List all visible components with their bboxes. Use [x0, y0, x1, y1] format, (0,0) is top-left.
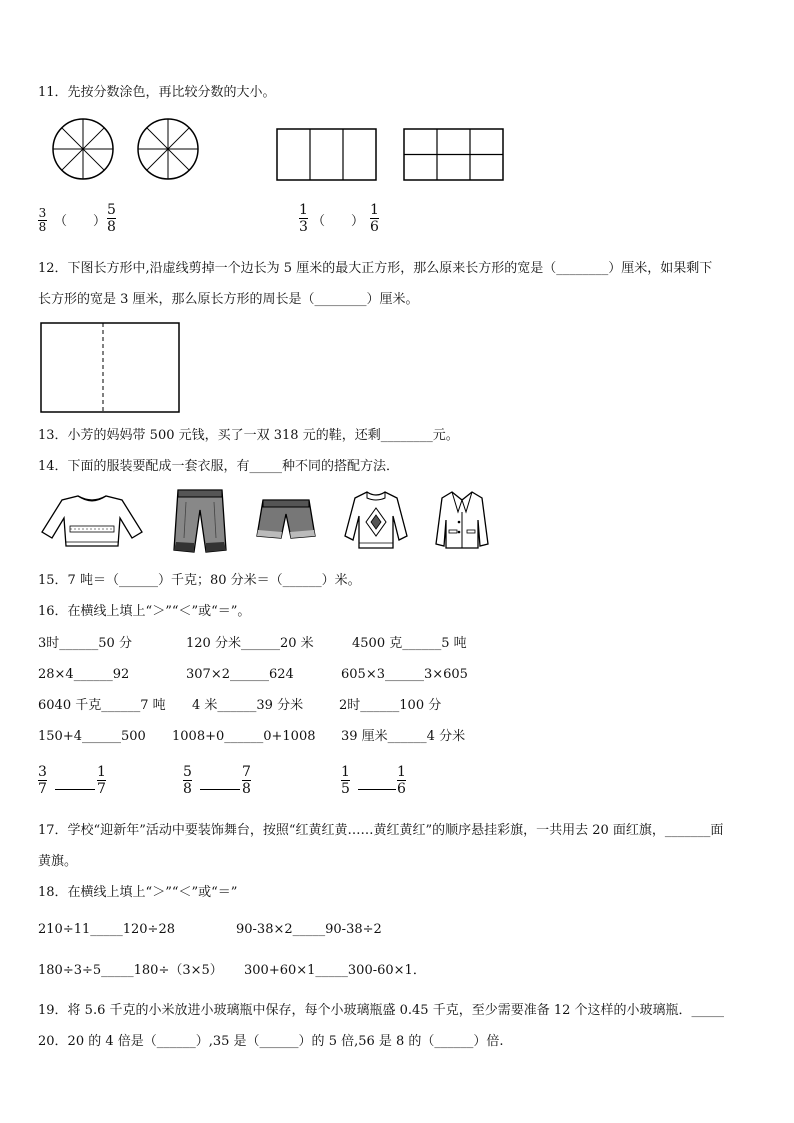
- q16-item[interactable]: 307×2______624: [186, 667, 294, 682]
- q16-item[interactable]: 4500 克______5 吨: [352, 636, 467, 651]
- q20-text: 20．20 的 4 倍是（______）,35 是（______）的 5 倍,56 是 8 的（______）倍.: [38, 1034, 504, 1049]
- q16-item[interactable]: 1008+0______0+1008: [172, 729, 316, 744]
- q16-frac-blank[interactable]: [55, 789, 95, 790]
- fraction-5-8: 5 8: [107, 202, 116, 235]
- fraction-3-7: 3 7: [38, 764, 47, 797]
- q16-item[interactable]: 2时______100 分: [339, 698, 442, 713]
- q16-item[interactable]: 605×3______3×605: [341, 667, 468, 682]
- q18-item[interactable]: 180÷3÷5_____180÷（3×5）: [38, 963, 223, 978]
- fraction-5-8: 5 8: [183, 764, 192, 797]
- rectangle-with-dashed-cut: [40, 322, 181, 414]
- fraction-1-5: 1 5: [341, 764, 350, 797]
- sweater-icon: [40, 492, 145, 550]
- q17-line1: 17．学校“迎新年”活动中要装饰舞台，按照“红黄红黄……黄红黄红”的顺序悬挂彩旗，一共用去 20 面红旗，_______面: [38, 823, 724, 838]
- q11-compare-blank-2[interactable]: （ ）: [312, 214, 365, 229]
- q18-item[interactable]: 90-38×2_____90-38÷2: [236, 922, 382, 937]
- circle-8-parts-left: [50, 118, 118, 180]
- q18-text: 18．在横线上填上“＞”“＜”或“＝”: [38, 885, 238, 900]
- q16-item[interactable]: 150+4______500: [38, 729, 146, 744]
- rect-6-parts: [403, 128, 505, 182]
- q13-text: 13．小芳的妈妈带 500 元钱，买了一双 318 元的鞋，还剩________元。: [38, 428, 459, 443]
- fraction-3-8: 3 8: [38, 206, 47, 234]
- fraction-1-6: 1 6: [370, 202, 379, 235]
- rect-3-parts: [276, 128, 378, 182]
- q16-frac-blank[interactable]: [358, 789, 396, 790]
- q16-item[interactable]: 3时______50 分: [38, 636, 132, 651]
- circle-8-parts-right: [135, 118, 203, 180]
- q14-text: 14．下面的服装要配成一套衣服，有_____种不同的搭配方法．: [38, 459, 400, 474]
- q16-item[interactable]: 4 米______39 分米: [192, 698, 304, 713]
- q16-item[interactable]: 39 厘米______4 分米: [341, 729, 466, 744]
- fraction-7-8: 7 8: [242, 764, 251, 797]
- q18-item[interactable]: 210÷11_____120÷28: [38, 922, 175, 937]
- q11-text: 11．先按分数涂色，再比较分数的大小。: [38, 85, 276, 100]
- fraction-1-3: 1 3: [299, 202, 308, 235]
- jacket-icon: [434, 490, 490, 552]
- q15-text: 15．7 吨＝（______）千克；80 分米＝（______）米。: [38, 573, 361, 588]
- q16-text: 16．在横线上填上“＞”“＜”或“＝”。: [38, 604, 251, 619]
- q11-compare-blank-1[interactable]: （ ）: [54, 214, 107, 229]
- q16-item[interactable]: 6040 千克______7 吨: [38, 698, 166, 713]
- q12-line1: 12．下图长方形中,沿虚线剪掉一个边长为 5 厘米的最大正方形，那么原来长方形的宽是（________）厘米，如果剩下: [38, 261, 713, 276]
- patterned-sweater-icon: [343, 488, 409, 552]
- q16-item[interactable]: 120 分米______20 米: [186, 636, 314, 651]
- q18-item[interactable]: 300+60×1_____300-60×1．: [244, 963, 426, 978]
- q17-line2: 黄旗。: [38, 854, 78, 869]
- q12-line2: 长方形的宽是 3 厘米，那么原长方形的周长是（________）厘米。: [38, 292, 419, 307]
- trousers-icon: [172, 488, 228, 554]
- shorts-icon: [255, 496, 317, 542]
- fraction-1-7: 1 7: [97, 764, 106, 797]
- fraction-1-6: 1 6: [397, 764, 406, 797]
- q19-text: 19．将 5.6 千克的小米放进小玻璃瓶中保存，每个小玻璃瓶盛 0.45 千克，至少需要准备 12 个这样的小玻璃瓶．_____: [38, 1003, 724, 1018]
- q16-item[interactable]: 28×4______92: [38, 667, 130, 682]
- q16-frac-blank[interactable]: [200, 789, 240, 790]
